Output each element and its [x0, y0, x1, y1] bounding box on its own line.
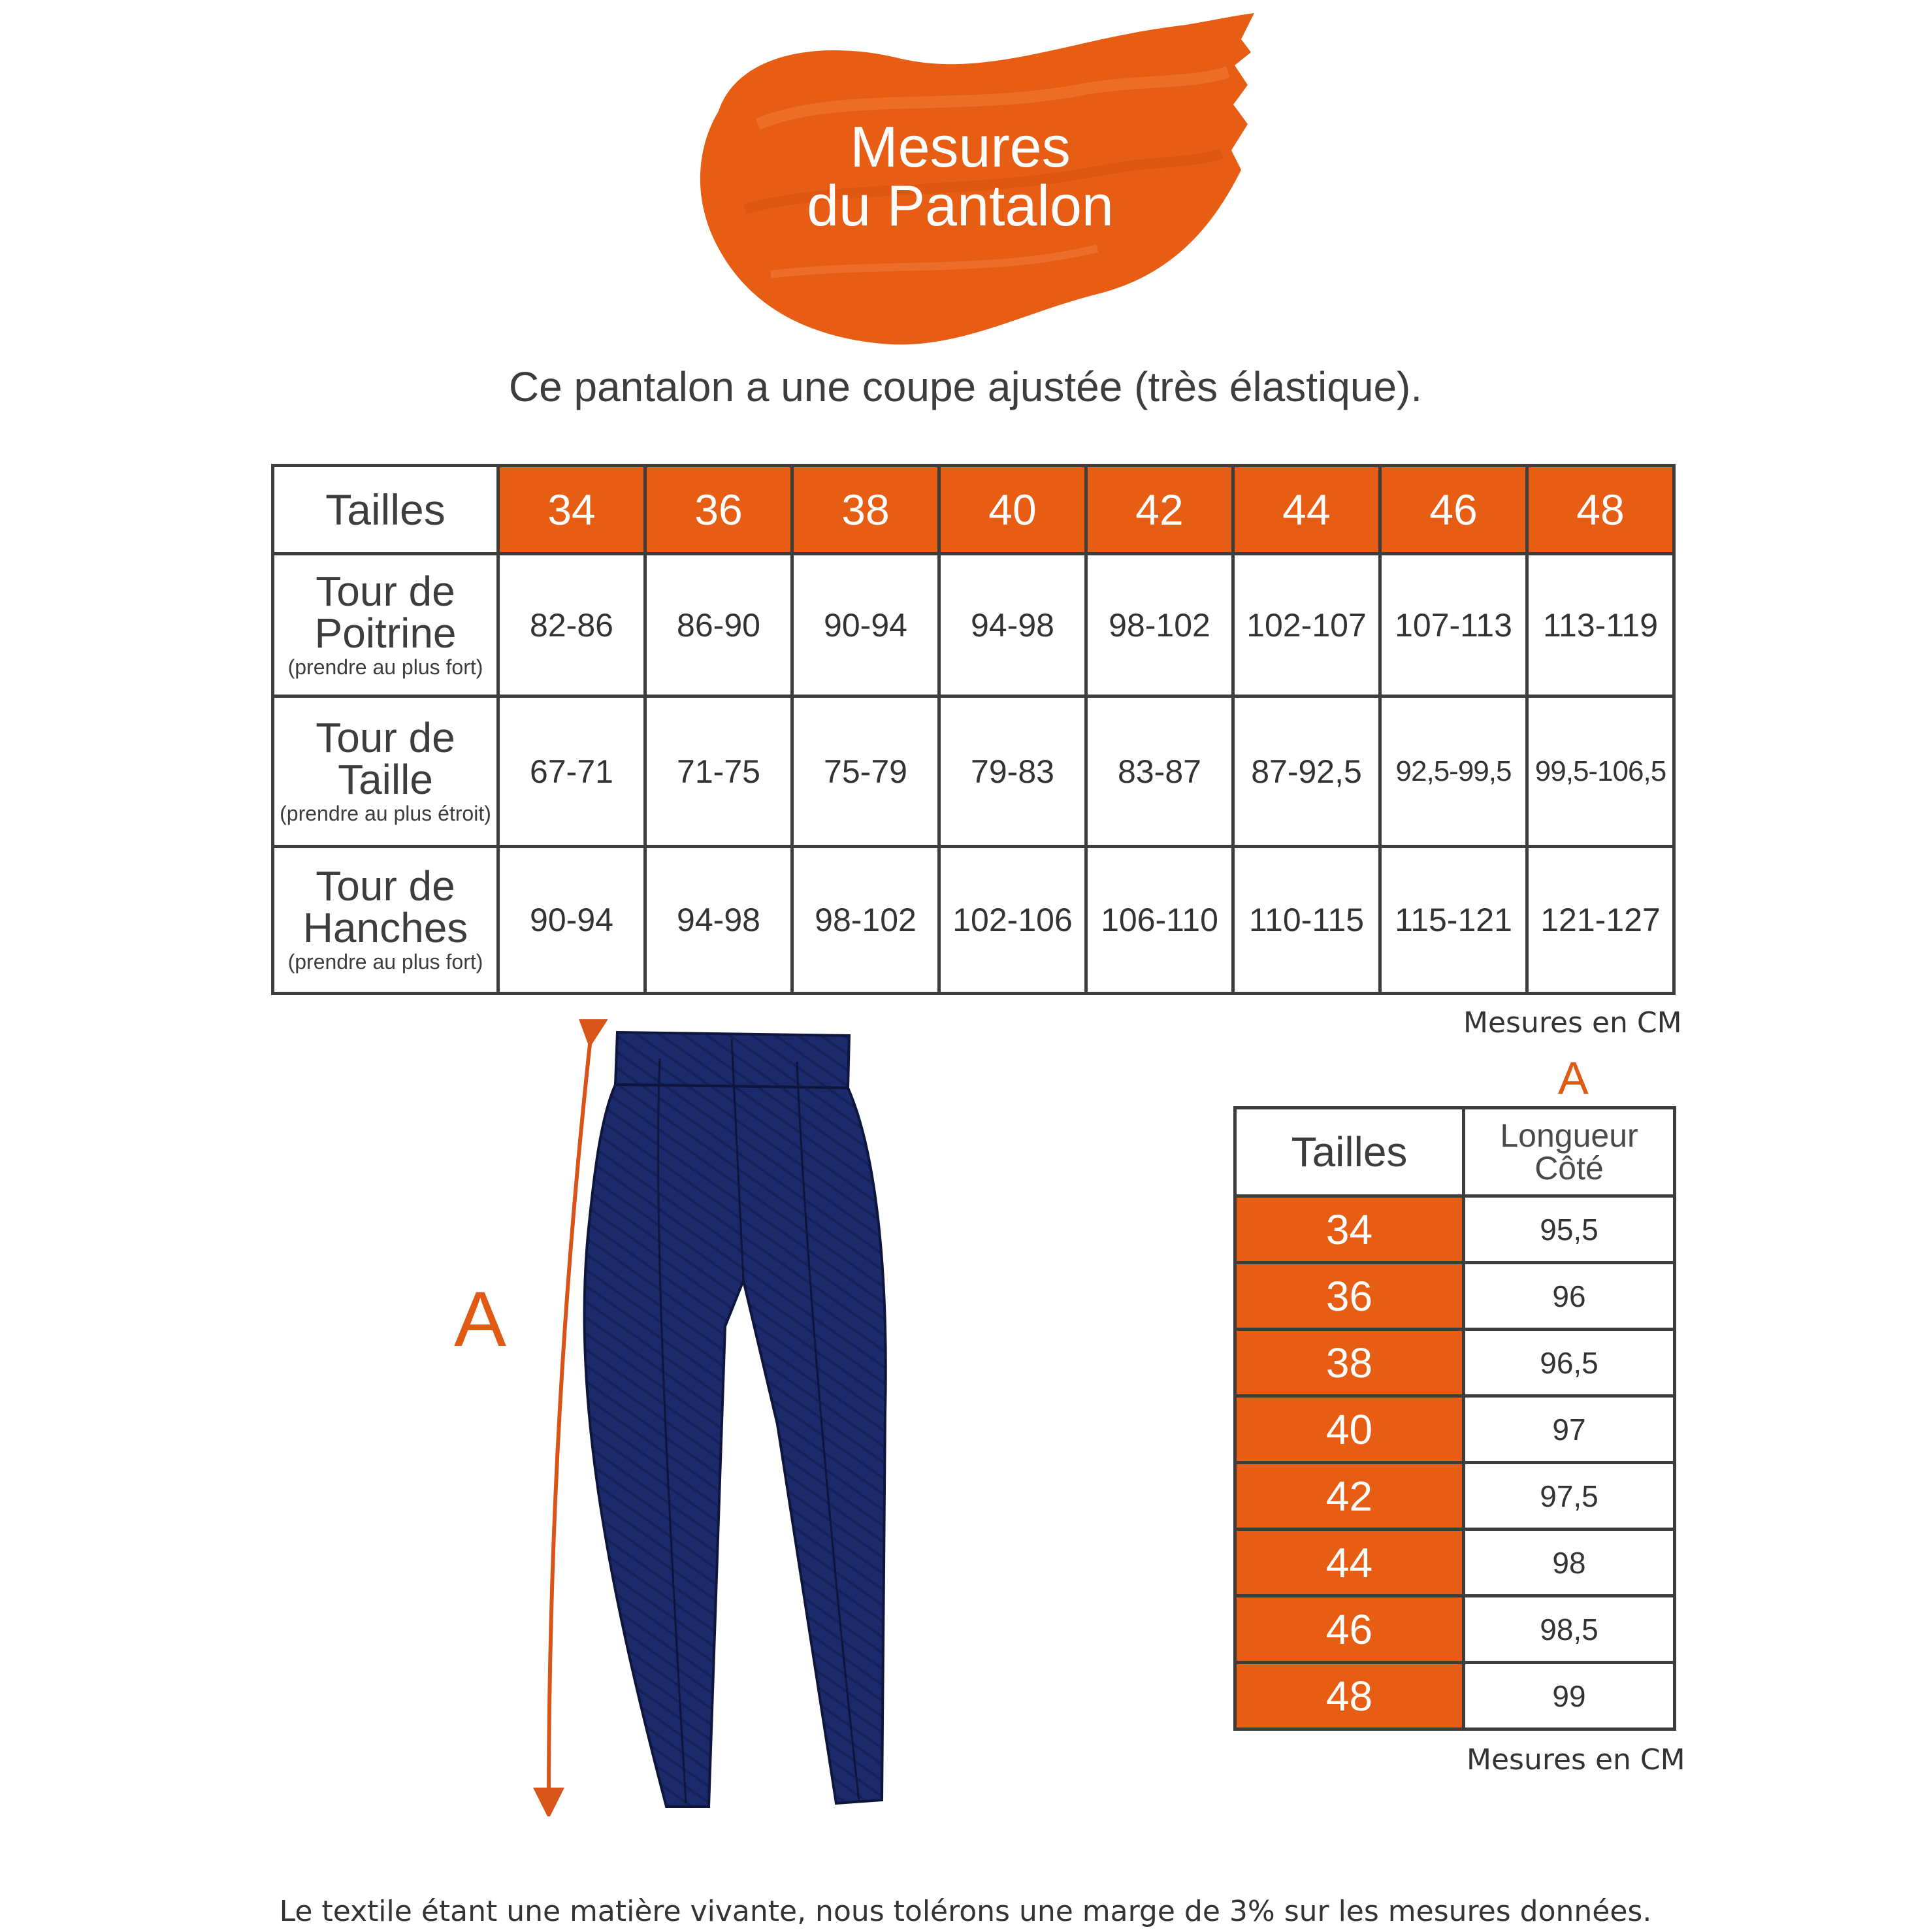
- table-cell: 90-94: [498, 847, 645, 994]
- length-size-cell: 38: [1235, 1330, 1464, 1396]
- row-label-chest: [273, 554, 498, 696]
- row-label-line2: Taille: [338, 755, 433, 803]
- sizes-header: Tailles: [273, 466, 498, 554]
- table-cell: 98-102: [1086, 554, 1233, 696]
- row-label-note: (prendre au plus fort): [287, 950, 483, 974]
- size-header-44: 44: [1233, 466, 1380, 554]
- row-label-line2: Poitrine: [314, 609, 457, 657]
- length-size-cell: 46: [1235, 1596, 1464, 1663]
- row-label-line2: Hanches: [302, 904, 468, 951]
- footer-note: Le textile étant une matière vivante, nous tolérons une marge de 3% sur les mesures données.: [279, 1895, 1652, 1928]
- table-cell: 92,5-99,5: [1380, 696, 1527, 847]
- table-cell: 102-107: [1233, 554, 1380, 696]
- table-row: [1235, 1396, 1675, 1463]
- row-label-note: (prendre au plus étroit): [280, 801, 491, 825]
- size-header-36: 36: [645, 466, 792, 554]
- size-header-34: 34: [498, 466, 645, 554]
- length-value-cell: 97: [1464, 1396, 1675, 1463]
- length-size-cell: 34: [1235, 1196, 1464, 1263]
- table-cell: 94-98: [645, 847, 792, 994]
- table-cell: 110-115: [1233, 847, 1380, 994]
- length-header-row: [1235, 1108, 1675, 1196]
- table-row: [1235, 1330, 1675, 1396]
- table-row: [1235, 1263, 1675, 1330]
- size-chart-table: [271, 464, 1676, 995]
- table-cell: 115-121: [1380, 847, 1527, 994]
- table-cell: 106-110: [1086, 847, 1233, 994]
- table-cell: 90-94: [792, 554, 939, 696]
- length-size-cell: 48: [1235, 1663, 1464, 1729]
- length-value-cell: 98,5: [1464, 1596, 1675, 1663]
- length-table-unit: Mesures en CM: [1467, 1743, 1685, 1776]
- length-size-cell: 42: [1235, 1463, 1464, 1530]
- table-cell: 71-75: [645, 696, 792, 847]
- table-cell: 87-92,5: [1233, 696, 1380, 847]
- row-label-waist: [273, 696, 498, 847]
- length-header: [1464, 1108, 1675, 1196]
- table-cell: 83-87: [1086, 696, 1233, 847]
- table-cell: 121-127: [1527, 847, 1674, 994]
- title-line-2: du Pantalon: [807, 173, 1114, 238]
- row-label-hips: [273, 847, 498, 994]
- length-marker-label: A: [1558, 1053, 1589, 1104]
- table-cell: 75-79: [792, 696, 939, 847]
- row-label-line1: Tour de: [316, 567, 455, 615]
- length-size-cell: 44: [1235, 1530, 1464, 1596]
- table-row: [1235, 1530, 1675, 1596]
- table-cell: 79-83: [939, 696, 1086, 847]
- table-cell: 107-113: [1380, 554, 1527, 696]
- length-table: [1233, 1106, 1676, 1731]
- length-sizes-header: Tailles: [1235, 1108, 1464, 1196]
- table-cell: 98-102: [792, 847, 939, 994]
- length-value-cell: 96: [1464, 1263, 1675, 1330]
- row-label-line1: Tour de: [316, 862, 455, 909]
- table-row: [273, 847, 1674, 994]
- table-row: [1235, 1663, 1675, 1729]
- size-header-row: [273, 466, 1674, 554]
- length-header-line2: Côté: [1534, 1150, 1604, 1187]
- row-label-line1: Tour de: [316, 713, 455, 761]
- length-header-line1: Longueur: [1500, 1117, 1638, 1154]
- size-header-46: 46: [1380, 466, 1527, 554]
- table-cell: 86-90: [645, 554, 792, 696]
- length-value-cell: 99: [1464, 1663, 1675, 1729]
- size-header-38: 38: [792, 466, 939, 554]
- length-value-cell: 98: [1464, 1530, 1675, 1596]
- page-title: [732, 114, 1189, 238]
- table-row: [1235, 1463, 1675, 1530]
- main-table-unit: Mesures en CM: [1463, 1006, 1682, 1040]
- length-value-cell: 95,5: [1464, 1196, 1675, 1263]
- table-cell: 94-98: [939, 554, 1086, 696]
- table-row: [1235, 1596, 1675, 1663]
- length-value-cell: 97,5: [1464, 1463, 1675, 1530]
- title-line-1: Mesures: [850, 114, 1071, 179]
- table-cell: 82-86: [498, 554, 645, 696]
- size-header-40: 40: [939, 466, 1086, 554]
- table-row: [273, 554, 1674, 696]
- table-cell: 113-119: [1527, 554, 1674, 696]
- table-row: [1235, 1196, 1675, 1263]
- length-size-cell: 40: [1235, 1396, 1464, 1463]
- fit-description: Ce pantalon a une coupe ajustée (très élastique).: [508, 363, 1423, 410]
- size-header-48: 48: [1527, 466, 1674, 554]
- size-header-42: 42: [1086, 466, 1233, 554]
- table-cell: 102-106: [939, 847, 1086, 994]
- table-cell: 67-71: [498, 696, 645, 847]
- table-row: [273, 696, 1674, 847]
- table-cell: 99,5-106,5: [1527, 696, 1674, 847]
- pants-illustration-icon: [536, 1019, 901, 1823]
- illustration-marker-label: A: [454, 1275, 507, 1363]
- row-label-note: (prendre au plus fort): [287, 655, 483, 679]
- length-size-cell: 36: [1235, 1263, 1464, 1330]
- length-value-cell: 96,5: [1464, 1330, 1675, 1396]
